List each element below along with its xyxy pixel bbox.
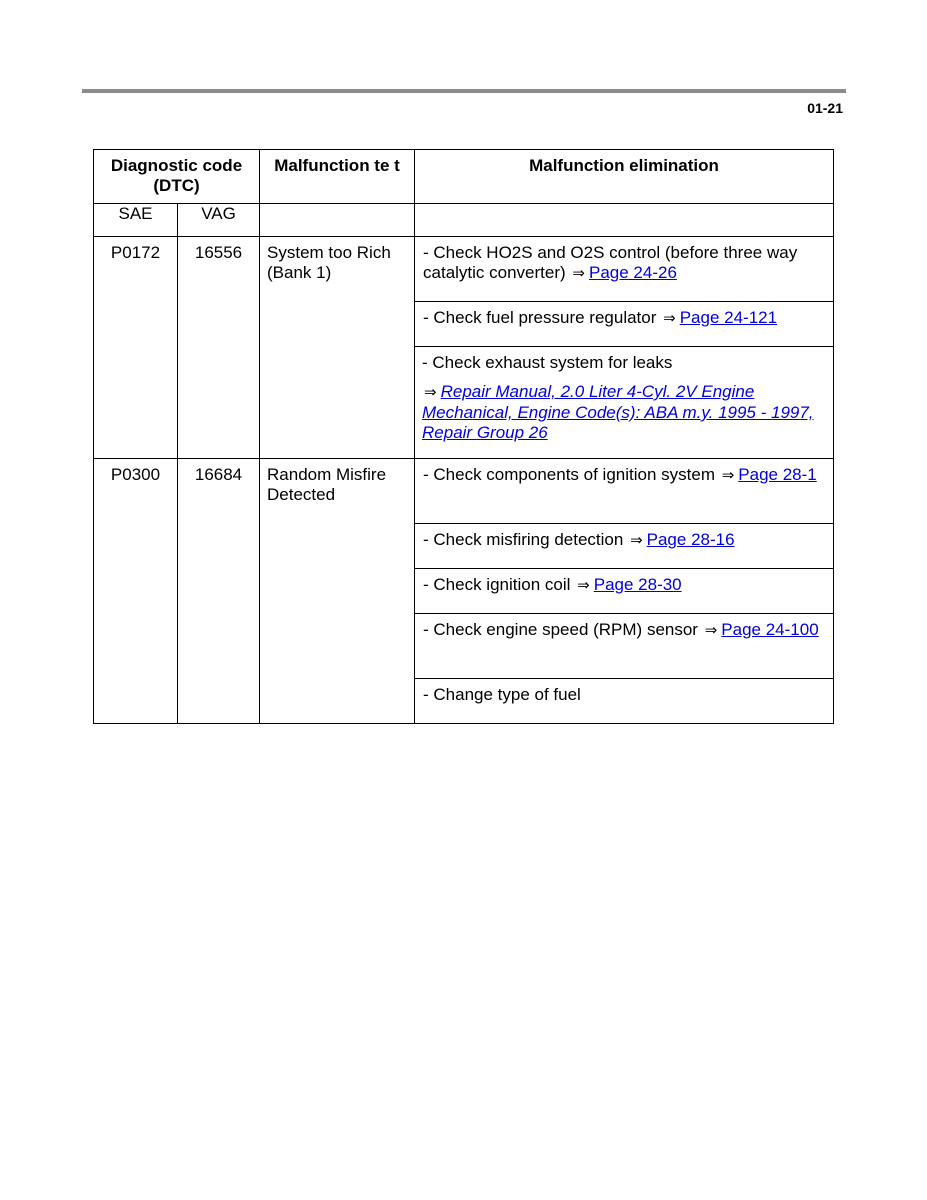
action-cell	[415, 614, 834, 679]
action-text: - Check ignition coil	[423, 575, 571, 594]
action-cell	[415, 347, 834, 459]
page-link[interactable]: Page 24-26	[589, 263, 677, 282]
dtc-table	[93, 149, 834, 724]
arrow-icon: ⇒	[630, 532, 643, 549]
table-row	[94, 459, 834, 524]
page-link[interactable]: Page 24-121	[679, 308, 778, 327]
page-link[interactable]: Page 28-16	[646, 530, 735, 549]
subheader-sae: SAE	[94, 204, 178, 237]
page-number: 01-21	[807, 100, 843, 116]
action-text: - Check fuel pressure regulator	[423, 308, 657, 327]
sae-code: P0172	[94, 237, 178, 459]
table-header-row	[94, 150, 834, 204]
table-subheader-row	[94, 204, 834, 237]
arrow-icon: ⇒	[663, 310, 676, 327]
repair-manual-link[interactable]: Repair Manual, 2.0 Liter 4-Cyl. 2V Engine Mechanical, Engine Code(s): ABA m.y. 1995 - 1997, Repair Group 26	[422, 382, 814, 442]
subheader-empty	[260, 204, 415, 237]
action-text: - Check components of ignition system	[423, 465, 715, 484]
action-text: - Check misfiring detection	[423, 530, 624, 549]
header-malfunction: Malfunction te t	[260, 150, 415, 204]
action-text: - Check engine speed (RPM) sensor	[423, 620, 698, 639]
action-cell	[415, 237, 834, 302]
subheader-vag: VAG	[178, 204, 260, 237]
vag-code: 16684	[178, 459, 260, 724]
page-link[interactable]: Page 28-30	[593, 575, 682, 594]
action-cell	[415, 459, 834, 524]
malfunction-text: Random Misfire Detected	[260, 459, 415, 724]
vag-code: 16556	[178, 237, 260, 459]
subheader-empty	[415, 204, 834, 237]
arrow-icon: ⇒	[424, 384, 437, 401]
arrow-icon: ⇒	[704, 622, 718, 639]
action-cell	[415, 302, 834, 347]
page-link[interactable]: Page 28-1	[738, 465, 817, 484]
sae-code: P0300	[94, 459, 178, 724]
action-text: - Check exhaust system for leaks	[422, 353, 673, 372]
action-cell	[415, 569, 834, 614]
action-cell	[415, 524, 834, 569]
page-link[interactable]: Page 24-100	[721, 620, 819, 639]
arrow-icon: ⇒	[721, 467, 735, 484]
arrow-icon: ⇒	[572, 265, 585, 282]
arrow-icon: ⇒	[577, 577, 590, 594]
action-text: - Check HO2S and O2S control (before three way catalytic converter)	[423, 243, 798, 282]
malfunction-text: System too Rich (Bank 1)	[260, 237, 415, 459]
header-rule	[82, 89, 846, 93]
header-elimination: Malfunction elimination	[415, 150, 834, 204]
action-text: - Change type of fuel	[423, 685, 581, 704]
action-cell	[415, 679, 834, 724]
table-row	[94, 237, 834, 302]
header-diagnostic-code: Diagnostic code (DTC)	[94, 150, 260, 204]
